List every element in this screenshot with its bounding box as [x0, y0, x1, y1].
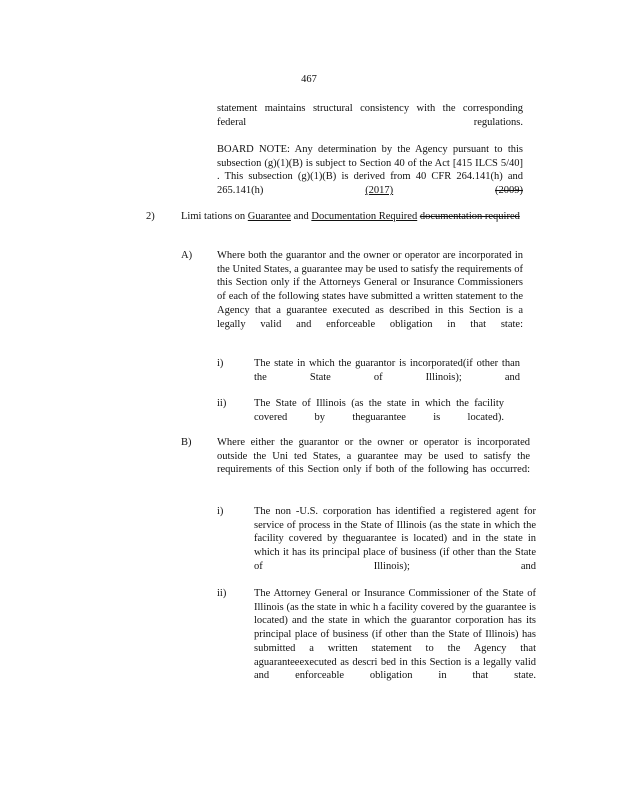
item-b-ii-text: The Attorney General or Insurance Commissioner of the State of Illinois (as the state in whic h a facility covered by the guarantee is located) and the state in which the guarantor corporation has its principal place of business (if other than the State of Illinois) has submitted a written statement to the Agency that aguaranteeexecuted as descri bed in this Section is a legally valid and enforceable obligation in that state. [254, 588, 536, 682]
item-a-ii-text: The State of Illinois (as the state in which the facility covered by theguarantee is located). [254, 398, 504, 423]
page-number: 467 [301, 74, 317, 85]
intro-continuation: statement maintains structural consistency with the corresponding federal regulations. [217, 103, 523, 128]
item-b-label: B) [181, 437, 192, 448]
item-b-i-text: The non -U.S. corporation has identified a registered agent for service of process in the State of Illinois (as the state in which the facility covered by theguarantee is located) and in the state in which it has its principal place of business (if other than the State of Illinois); and [254, 506, 536, 572]
item-b-i-label: i) [217, 506, 224, 517]
item-a-i-text: The state in which the guarantor is incorporated(if other than the State of Illinois); and [254, 358, 520, 383]
item-a-i-label: i) [217, 358, 224, 369]
item-2-heading-prefix: Limi tations on [181, 211, 246, 222]
item-2-label: 2) [146, 211, 155, 222]
item-2-inserted-documentation: Documentation Required [311, 211, 418, 222]
item-b-ii-label: ii) [217, 588, 227, 599]
item-2-and: and [293, 211, 309, 222]
item-2-inserted-guarantee: Guarantee [247, 211, 291, 222]
item-a-text: Where both the guarantor and the owner or operator are incorporated in the United States, a guarantee may be used to satisfy the requirements of this Section only if the Attorneys General or Insurance Commissioners of each of the following states have submitted a written statement to the Agency that a guarantee executed as described in this Section is a legally valid and enforceable obligation in that state: [217, 250, 523, 330]
item-a-ii-label: ii) [217, 398, 227, 409]
board-note-text: BOARD NOTE: Any determination by the Agency pursuant to this subsection (g)(1)(B) is subject to Section 40 of the Act [415 ILCS 5/40] . This subsection (g)(1)(B) is derived from 40 CFR 264.141(h) and 265.141(h) [217, 144, 523, 197]
board-note [217, 143, 523, 212]
board-note-inserted-year: (2017) [365, 185, 394, 197]
item-2-heading [181, 210, 526, 224]
item-b-text: Where either the guarantor or the owner or operator is incorporated outside the Uni ted States, a guarantee may be used to satisfy the requirements of this Section only if both of the following has occurred: [217, 437, 530, 476]
item-a-label: A) [181, 250, 193, 261]
board-note-deleted-year: (2009) [495, 185, 523, 197]
item-2-deleted-text: documentation required [419, 211, 520, 222]
